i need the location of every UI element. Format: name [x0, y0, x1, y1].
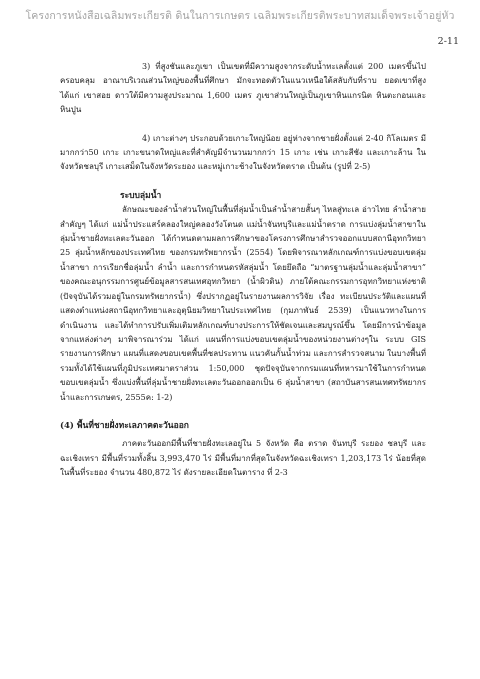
- heading-east-coast: (4) พื้นที่ชายฝั่งทะเลภาคตะวันออก: [60, 420, 189, 431]
- heading-watershed: ระบบลุ่มน้ำ: [120, 190, 162, 201]
- document-body: [60, 60, 426, 481]
- page-number: 2-11: [437, 36, 459, 47]
- paragraph-islands: 4) เกาะต่างๆ ประกอบด้วยเกาะใหญ่น้อย อยู่ห่างจากชายฝั่งตั้งแต่ 2-40 กิโลเมตร มีมากกว่า50 เกาะ เกาะขนาดใหญ่และที่สำคัญมีจำนวนมากกว่า 15 เกาะ เช่น เกาะสีชัง และเกาะล้าน ในจังหวัดชลบุรี เกาะเสม็ดในจังหวัดระยอง และหมู่เกาะช้างในจังหวัดตราด เป็นต้น (รูปที่ 2-5): [60, 133, 426, 172]
- paragraph-highlands: 3) ที่สูงชันและภูเขา เป็นเขตที่มีความสูงจากระดับน้ำทะเลตั้งแต่ 200 เมตรขึ้นไป ครอบคลุม อาณาบริเวณส่วนใหญ่ของพื้นที่ศึกษา มักจะทอดตัวในแนวเหนือใต้สลับกับที่ราบ ยอดเขาที่สูง ได้แก่ เขาสอย ดาวใต้มีความสูงประมาณ 1,600 เมตร ภูเขาส่วนใหญ่เป็นภูเขาหินแกรนิต หินตะกอนและหินปูน: [60, 62, 426, 115]
- paragraph-east-coast: ภาคตะวันออกมีพื้นที่ชายฝั่งทะเลอยู่ใน 5 จังหวัด คือ ตราด จันทบุรี ระยอง ชลบุรี และฉะเชิงเทรา มีพื้นที่รวมทั้งสิ้น 3,993,470 ไร่ มีพื้นที่มากที่สุดในจังหวัดฉะเชิงเทรา 1,203,173 ไร่ น้อยที่สุดในพื้นที่ระยอง จำนวน 480,872 ไร่ ดังรายละเอียดในตาราง ที่ 2-3: [60, 439, 426, 478]
- paragraph-watershed: ลักษณะของลำน้ำส่วนใหญ่ในพื้นที่ลุ่มน้ำเป็นลำน้ำสายสั้นๆ ไหลสู่ทะเล อ่าวไทย ลำน้ำสายสำคัญๆ ได้แก่ แม่น้ำประแสร์คลองใหญ่คลองวังโตนด แม่น้ำจันทบุรีและแม่น้ำตราด การแบ่งลุ่มน้ำสาขาในลุ่มน้ำชายฝั่งทะเลตะวันออก ได้กำหนดตามผลการศึกษาของโครงการศึกษาสำรวจออกแบบสถานีอุทกวิทยา 25 ลุ่มน้ำหลักของประเทศไทย ของกรมทรัพยากรน้ำ (2554) โดยพิจารณาหลักเกณฑ์การแบ่งขอบเขตลุ่มน้ำสาขา การเรียกชื่อลุ่มน้ำ ลำน้ำ และการกำหนดรหัสลุ่มน้ำ โดยยึดถือ “มาตรฐานลุ่มน้ำและลุ่มน้ำสาขา” ของคณะอนุกรรมการศูนย์ข้อมูลสารสนเทศอุทกวิทยา (น้ำผิวดิน) ภายใต้คณะกรรมการอุทกวิทยาแห่งชาติ (ปัจจุบันได้รวมอยู่ในกรมทรัพยากรน้ำ) ซึ่งปรากฏอยู่ในรายงานผลการวิจัย เรื่อง ทะเบียนประวัติและแผนที่แสดงตำแหน่งสถานีอุทกวิทยาและอุตุนิยมวิทยาในประเทศไทย (กุมภาพันธ์ 2539) เป็นแนวทางในการดำเนินงาน และได้ทำการปรับเพิ่มเติมหลักเกณฑ์บางประการให้ชัดเจนและสมบูรณ์ขึ้น โดยมีการนำข้อมูลจากแหล่งต่างๆ มาพิจารณาร่วม ได้แก่ แผนที่การแบ่งขอบเขตลุ่มน้ำของหน่วยงานต่างๆใน ระบบ GIS รายงานการศึกษา แผนที่แสดงขอบเขตพื้นที่ชลประทาน แนวคันกั้นน้ำท่วม และการสำรวจสนาม ในบางพื้นที่ รวมทั้งได้ใช้แผนที่ภูมิประเทศมาตราส่วน 1:50,000 ชุดปัจจุบันจากกรมแผนที่ทหารมาใช้ในการกำหนดขอบเขตลุ่มน้ำ ซึ่งแบ่งพื้นที่ลุ่มน้ำชายฝั่งทะเลตะวันออกออกเป็น 6 ลุ่มน้ำสาขา (สถาบันสารสนเทศทรัพยากรน้ำและการเกษตร, 2555ค: 1-2): [60, 205, 426, 402]
- running-header: โครงการหนังสือเฉลิมพระเกียรติ ดินในการเกษตร เฉลิมพระเกียรติพระบาทสมเด็จพระเจ้าอยู่หัว: [25, 10, 455, 22]
